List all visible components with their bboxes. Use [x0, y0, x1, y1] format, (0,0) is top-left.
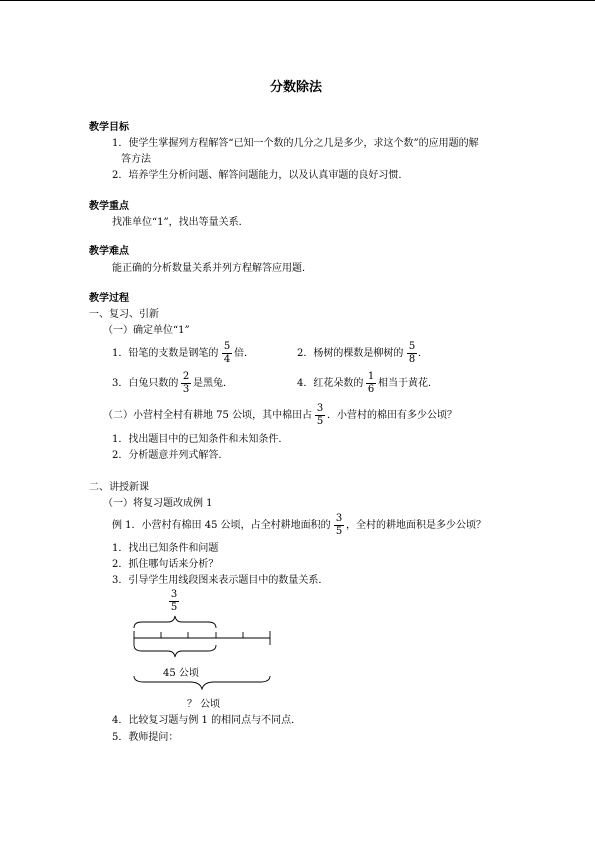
fraction-numerator: 2 — [182, 371, 190, 382]
whole-brace — [134, 676, 270, 689]
difficulty-text: 能正确的分析数量关系并列方程解答应用题． — [112, 263, 312, 274]
step-1: 1．找出已知条件和问题 — [112, 543, 219, 554]
subsection-2-text: （二）小营村全村有耕地 75 公顷，其中棉田占 — [103, 410, 313, 421]
section-1-heading: 一、复习、引新 — [89, 309, 159, 320]
question-1-text: 1．铅笔的支数是钢笔的 — [112, 348, 219, 359]
subsection-3-heading: （一）将复习题改成例 1 — [103, 498, 213, 509]
objectives-heading: 教学目标 — [89, 122, 129, 133]
section-2-heading: 二、讲授新课 — [89, 482, 149, 493]
page-title: 分数除法 — [270, 80, 323, 95]
known-quantity-label: 45 公顷 — [163, 668, 199, 679]
subsection-2-item-2: 2．分析题意并列式解答． — [112, 450, 229, 461]
step-4: 4．比较复习题与例 1 的相同点与不同点． — [112, 715, 302, 726]
fraction-denominator: 6 — [367, 384, 375, 395]
objective-item-2: 2．培养学生分析问题、解答问题能力，以及认真审题的良好习惯． — [112, 170, 409, 181]
fraction-denominator: 3 — [182, 384, 190, 395]
known-brace — [134, 645, 216, 657]
fraction-denominator: 5 — [335, 526, 343, 537]
question-3-suffix: 是黑兔． — [193, 378, 233, 389]
fraction-numerator: 3 — [335, 513, 343, 524]
fraction-numerator: 3 — [170, 589, 178, 600]
question-4-text: 4．红花朵数的 — [297, 378, 364, 389]
fraction-denominator: 8 — [408, 354, 416, 365]
fraction-denominator: 5 — [170, 602, 178, 613]
fraction-numerator: 5 — [408, 341, 416, 352]
key-point-text: 找准单位“1”，找出等量关系． — [112, 217, 249, 228]
question-2-suffix: ． — [418, 348, 428, 359]
step-2: 2．抓住哪句话来分析？ — [112, 559, 219, 570]
process-heading: 教学过程 — [89, 293, 129, 304]
fraction-numerator: 1 — [367, 371, 375, 382]
subsection-2-suffix: ．小营村的棉田有多少公顷？ — [327, 410, 457, 421]
objective-item-1: 1．使学生掌握列方程解答“已知一个数的几分之几是多少，求这个数”的应用题的解 — [112, 138, 479, 149]
step-3: 3．引导学生用线段图来表示题目中的数量关系． — [112, 575, 329, 586]
unknown-quantity-label: ？ 公顷 — [187, 699, 221, 710]
question-1-suffix: 倍． — [234, 348, 254, 359]
objective-item-1-cont: 答方法 — [121, 154, 151, 165]
question-4-suffix: 相当于黄花． — [378, 378, 438, 389]
top-brace — [134, 616, 216, 628]
fraction-numerator: 3 — [316, 403, 324, 414]
example-1-text: 例 1．小营村有棉田 45 公顷，占全村耕地面积的 — [112, 520, 331, 531]
step-5: 5．教师提问： — [112, 732, 179, 743]
fraction-denominator: 4 — [223, 354, 231, 365]
question-3-text: 3．白兔只数的 — [112, 378, 179, 389]
subsection-1-heading: （一）确定单位“1” — [103, 325, 190, 336]
question-2-text: 2．杨树的棵数是柳树的 — [297, 348, 404, 359]
fraction-denominator: 5 — [316, 416, 324, 427]
example-1-suffix: ，全村的耕地面积是多少公顷？ — [346, 520, 486, 531]
subsection-2-item-1: 1．找出题目中的已知条件和未知条件． — [112, 434, 289, 445]
key-point-heading: 教学重点 — [89, 201, 129, 212]
difficulty-heading: 教学难点 — [89, 246, 129, 257]
fraction-numerator: 5 — [223, 341, 231, 352]
